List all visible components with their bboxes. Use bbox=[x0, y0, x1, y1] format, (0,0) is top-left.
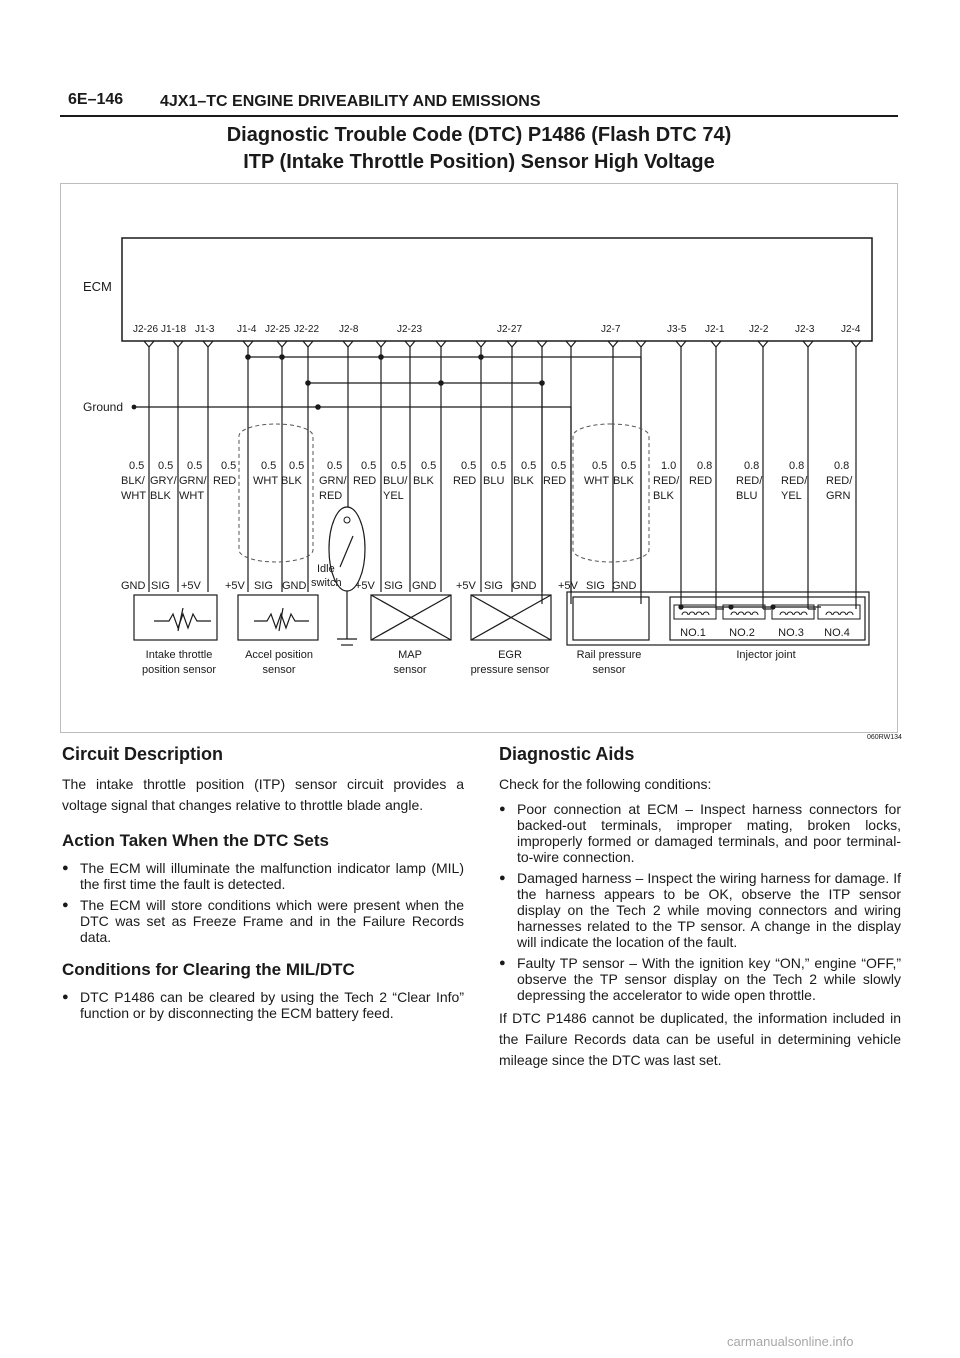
idle-switch-label-1: Idle bbox=[317, 563, 335, 575]
wire-color-label: GRN/ bbox=[179, 475, 207, 487]
action-taken-list bbox=[62, 860, 464, 945]
wire-size-label: 0.8 bbox=[744, 460, 760, 472]
sensor-label: Injector joint bbox=[736, 649, 796, 661]
wire-color-label: RED/ bbox=[826, 475, 853, 487]
right-column bbox=[499, 742, 901, 1077]
page-title bbox=[60, 122, 898, 176]
terminal-connector bbox=[303, 341, 313, 347]
pin-label: +5V bbox=[558, 580, 578, 592]
terminal-label: J2-1 bbox=[705, 324, 725, 335]
wire-color-label: RED bbox=[689, 475, 713, 487]
wire-color-label: GRY/ bbox=[150, 475, 177, 487]
injector-label: NO.2 bbox=[729, 627, 755, 639]
sensor-label: EGR bbox=[498, 649, 522, 661]
ecm-label: ECM bbox=[83, 279, 112, 294]
injector-coil bbox=[826, 612, 853, 615]
wire-size-label: 0.8 bbox=[834, 460, 850, 472]
terminal-label: J2-22 bbox=[294, 324, 320, 335]
wire-color-label: BLK bbox=[413, 475, 434, 487]
ground-label: Ground bbox=[83, 400, 124, 414]
pin-label: GND bbox=[512, 580, 537, 592]
action-taken-heading: Action Taken When the DTC Sets bbox=[62, 831, 329, 850]
rail-pressure-inner bbox=[573, 597, 649, 640]
wire-size-label: 0.5 bbox=[261, 460, 277, 472]
terminal-connector bbox=[376, 341, 386, 347]
clearing-list bbox=[62, 989, 464, 1021]
wire-size-label: 0.8 bbox=[697, 460, 713, 472]
diagnostic-aids-intro: Check for the following conditions: bbox=[499, 776, 712, 792]
terminal-connector bbox=[758, 341, 768, 347]
list-item: ● The ECM will store conditions which were present when the DTC was set as Freeze Frame and in the Failure Records data. bbox=[62, 897, 464, 945]
terminal-connector bbox=[476, 341, 486, 347]
accel-sensor-box bbox=[238, 595, 318, 640]
wire-color-label: WHT bbox=[121, 490, 147, 502]
wire-color-label: WHT bbox=[179, 490, 205, 502]
ground-node bbox=[132, 405, 137, 410]
terminal-connector bbox=[144, 341, 154, 347]
terminal-connector bbox=[343, 341, 353, 347]
terminal-connector bbox=[436, 341, 446, 347]
wire-color-label: BLU/ bbox=[383, 475, 408, 487]
sensor-label: position sensor bbox=[142, 664, 216, 676]
terminal-label: J1-3 bbox=[195, 324, 215, 335]
wire-color-label: RED bbox=[353, 475, 377, 487]
terminal-label: J2-8 bbox=[339, 324, 359, 335]
wire-color-label: BLU bbox=[736, 490, 758, 502]
watermark: carmanualsonline.info bbox=[727, 1334, 854, 1349]
wire-size-label: 0.5 bbox=[461, 460, 477, 472]
sensor-label: Intake throttle bbox=[145, 649, 213, 661]
wire-color-label: BLK/ bbox=[121, 475, 145, 487]
wire-size-label: 0.5 bbox=[391, 460, 407, 472]
circuit-description-heading: Circuit Description bbox=[62, 744, 224, 764]
wire-color-label: BLK bbox=[281, 475, 302, 487]
pin-label: SIG bbox=[384, 580, 403, 592]
terminal-connector bbox=[277, 341, 287, 347]
pin-label: +5V bbox=[456, 580, 476, 592]
pin-label: +5V bbox=[225, 580, 245, 592]
wire-size-label: 0.5 bbox=[551, 460, 567, 472]
wire-size-label: 1.0 bbox=[661, 460, 677, 472]
sensor-label: sensor bbox=[592, 664, 626, 676]
pin-label: SIG bbox=[484, 580, 503, 592]
list-item: ● The ECM will illuminate the malfunction indicator lamp (MIL) the first time the fault is detected. bbox=[62, 860, 464, 892]
pin-label: SIG bbox=[586, 580, 605, 592]
terminal-label: J2-25 bbox=[265, 324, 291, 335]
terminal-connector bbox=[537, 341, 547, 347]
list-item: ● DTC P1486 can be cleared by using the Tech 2 “Clear Info” function or by disconnecting the ECM battery feed. bbox=[62, 989, 464, 1021]
sensor-label: pressure sensor bbox=[470, 664, 550, 676]
terminal-connector bbox=[608, 341, 618, 347]
pin-label: +5V bbox=[181, 580, 201, 592]
wire-size-label: 0.5 bbox=[521, 460, 537, 472]
list-item: ● Faulty TP sensor – With the ignition key “ON,” engine “OFF,” observe the TP sensor display on the Tech 2 while slowly depressing the accelerator to wide open throttle. bbox=[499, 955, 901, 1003]
wire-color-label: RED/ bbox=[653, 475, 680, 487]
terminal-label: J2-2 bbox=[749, 324, 769, 335]
terminal-connector bbox=[173, 341, 183, 347]
wire-size-label: 0.5 bbox=[361, 460, 377, 472]
injector-label: NO.1 bbox=[680, 627, 706, 639]
running-title: 4JX1–TC ENGINE DRIVEABILITY AND EMISSIONS bbox=[160, 93, 541, 110]
wire-color-label: BLK bbox=[513, 475, 534, 487]
terminal-label: J2-26 bbox=[133, 324, 159, 335]
injector-label: NO.3 bbox=[778, 627, 804, 639]
sensor-label: sensor bbox=[393, 664, 427, 676]
circuit-description-text: The intake throttle position (ITP) sensor circuit provides a voltage signal that changes relative to throttle blade angle. bbox=[62, 776, 464, 813]
diagnostic-aids-closing: If DTC P1486 cannot be duplicated, the information included in the Failure Records data can be useful in determining vehicle mileage since the DTC was last set. bbox=[499, 1010, 901, 1068]
wire-color-label: BLK bbox=[613, 475, 634, 487]
wiring-diagram-svg bbox=[61, 184, 902, 741]
terminal-label: J2-27 bbox=[497, 324, 523, 335]
sensor-label: sensor bbox=[262, 664, 296, 676]
diagnostic-aids-list bbox=[499, 801, 901, 1003]
clearing-heading: Conditions for Clearing the MIL/DTC bbox=[62, 960, 355, 979]
terminal-connector bbox=[676, 341, 686, 347]
terminal-label: J2-4 bbox=[841, 324, 861, 335]
wire-color-label: RED/ bbox=[736, 475, 763, 487]
wire-size-label: 0.5 bbox=[289, 460, 305, 472]
pin-label: GND bbox=[412, 580, 437, 592]
terminal-connector bbox=[803, 341, 813, 347]
sensor-label: MAP bbox=[398, 649, 422, 661]
pin-label: GND bbox=[121, 580, 146, 592]
wire-size-label: 0.5 bbox=[158, 460, 174, 472]
diagnostic-aids-heading: Diagnostic Aids bbox=[499, 744, 635, 764]
terminal-connector bbox=[711, 341, 721, 347]
wire-size-label: 0.5 bbox=[129, 460, 145, 472]
wiring-diagram bbox=[60, 183, 902, 741]
terminal-label: J2-3 bbox=[795, 324, 815, 335]
terminal-label: J1-18 bbox=[161, 324, 187, 335]
pin-label: GND bbox=[612, 580, 637, 592]
wire-color-label: RED bbox=[543, 475, 567, 487]
wire-color-label: YEL bbox=[383, 490, 404, 502]
wire-size-label: 0.5 bbox=[221, 460, 237, 472]
pin-label: SIG bbox=[151, 580, 170, 592]
wire-color-label: GRN bbox=[826, 490, 851, 502]
terminal-connector bbox=[507, 341, 517, 347]
wire-size-label: 0.5 bbox=[421, 460, 437, 472]
wire-color-label: RED bbox=[319, 490, 343, 502]
wire-color-label: BLK bbox=[653, 490, 674, 502]
terminal-connector bbox=[636, 341, 646, 347]
wire-color-label: WHT bbox=[253, 475, 279, 487]
wire-size-label: 0.5 bbox=[491, 460, 507, 472]
terminal-connector bbox=[851, 341, 861, 347]
wire-size-label: 0.5 bbox=[621, 460, 637, 472]
list-item: ● Damaged harness – Inspect the wiring harness for damage. If the harness appears to be OK, observe the ITP sensor display on the Tech 2 while moving connectors and wiring harnesses related to the TP sensor. A change in the display will indicate the location of the fault. bbox=[499, 870, 901, 950]
pin-label: +5V bbox=[355, 580, 375, 592]
injector-label: NO.4 bbox=[824, 627, 850, 639]
itp-sensor-box bbox=[134, 595, 217, 640]
wire-size-label: 0.8 bbox=[789, 460, 805, 472]
wire-color-label: BLK bbox=[150, 490, 171, 502]
wire-size-label: 0.5 bbox=[187, 460, 203, 472]
terminal-connector bbox=[566, 341, 576, 347]
title-line-1: Diagnostic Trouble Code (DTC) P1486 (Flash DTC 74) bbox=[226, 124, 732, 146]
sensor-label: Accel position bbox=[245, 649, 313, 661]
injector-coil-frame bbox=[818, 605, 860, 619]
wire-size-label: 0.5 bbox=[327, 460, 343, 472]
terminal-label: J2-23 bbox=[397, 324, 423, 335]
figure-code: 060RW134 bbox=[867, 734, 902, 741]
wire-color-label: RED/ bbox=[781, 475, 808, 487]
terminal-label: J3-5 bbox=[667, 324, 687, 335]
wire-color-label: RED bbox=[453, 475, 477, 487]
idle-switch-label-2: switch bbox=[311, 577, 342, 589]
title-line-2: ITP (Intake Throttle Position) Sensor High Voltage bbox=[243, 151, 715, 173]
terminal-label: J1-4 bbox=[237, 324, 257, 335]
terminal-connector bbox=[405, 341, 415, 347]
wire-color-label: WHT bbox=[584, 475, 610, 487]
wire-color-label: BLU bbox=[483, 475, 505, 487]
pin-label: GND bbox=[282, 580, 307, 592]
wire-color-label: YEL bbox=[781, 490, 802, 502]
page-number: 6E–146 bbox=[68, 91, 124, 108]
terminal-label: J2-7 bbox=[601, 324, 621, 335]
wire-color-label: GRN/ bbox=[319, 475, 347, 487]
list-item: ● Poor connection at ECM – Inspect harness connectors for backed-out terminals, improper mating, broken locks, improperly formed or damaged terminals, and poor terminal-to-wire connection. bbox=[499, 801, 901, 865]
injector-coil bbox=[731, 612, 758, 615]
wire-size-label: 0.5 bbox=[592, 460, 608, 472]
terminal-connector bbox=[243, 341, 253, 347]
left-column bbox=[62, 742, 464, 1026]
wire-color-label: RED bbox=[213, 475, 237, 487]
injector-coil bbox=[682, 612, 709, 615]
injector-coil bbox=[780, 612, 807, 615]
sensor-label: Rail pressure bbox=[576, 649, 642, 661]
pin-label: SIG bbox=[254, 580, 273, 592]
header-rule bbox=[60, 115, 898, 117]
terminal-connector bbox=[203, 341, 213, 347]
